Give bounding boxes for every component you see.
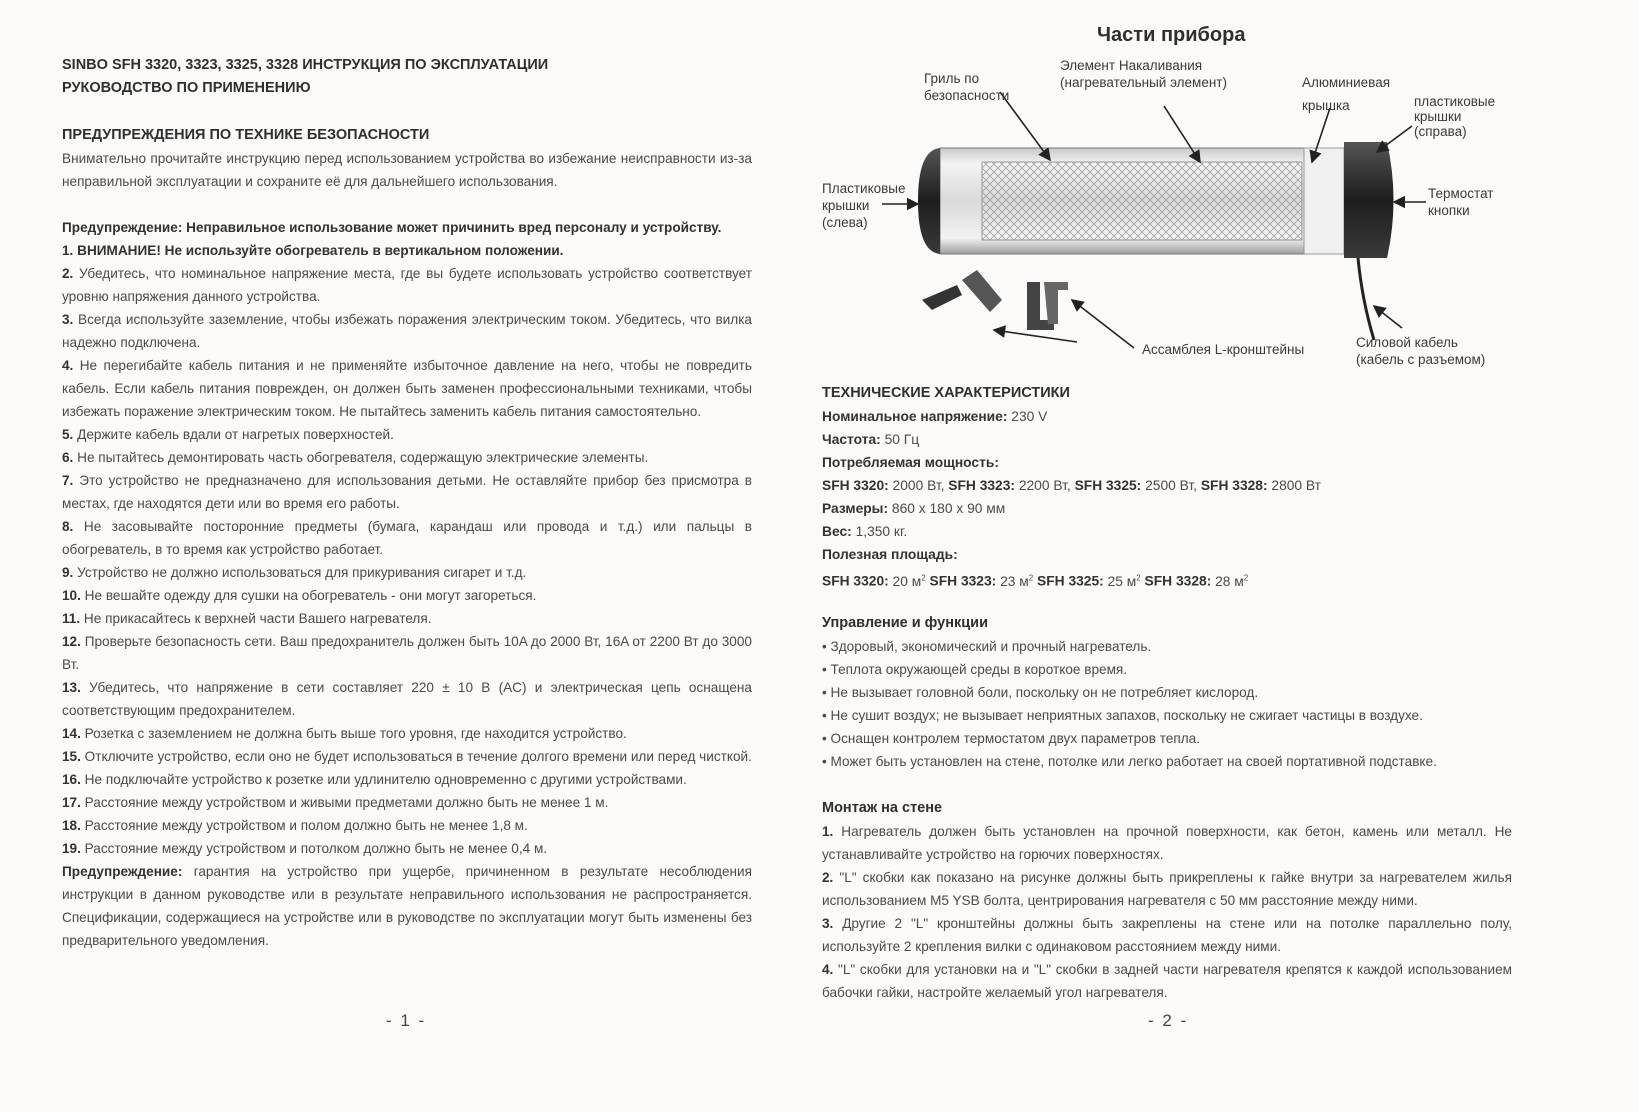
page-number-right: - 2 -: [1148, 1011, 1189, 1030]
safety-item: [62, 469, 752, 515]
mounting-item-number: 4.: [822, 962, 834, 977]
safety-item-number: 8.: [62, 519, 74, 534]
mounting-item-text: "L" скобки как показано на рисунке должны быть прикреплены к гайке внутри за нагревателем жилья использованием M5 YSB болта, центрирования нагревателя с 50 мм расстояние между ними.: [822, 870, 1512, 908]
safety-item: [62, 768, 752, 791]
safety-item-number: 18.: [62, 818, 81, 833]
safety-item-number: 12.: [62, 634, 81, 649]
area-model: SFH 3323:: [929, 573, 997, 589]
spec-power: [822, 451, 1522, 474]
safety-item: [62, 676, 752, 722]
warning-line: Предупреждение: Неправильное использование может причинить вред персоналу и устройству.: [62, 220, 722, 235]
label-aluminium-cover: Алюминиевая крышка: [1302, 75, 1391, 113]
power-value: 2000 Вт,: [888, 478, 949, 493]
mounting-heading: Монтаж на стене: [822, 800, 943, 816]
safety-item-text: Расстояние между устройством и живыми предметами должно быть не менее 1 м.: [80, 795, 609, 810]
safety-item-text: Держите кабель вдали от нагретых поверхностей.: [73, 427, 394, 442]
area-unit-sup: 2: [921, 573, 926, 582]
left-page: [62, 0, 752, 1068]
label-power-cable: Силовой кабель (кабель с разъемом): [1356, 335, 1486, 367]
safety-item-number: 7.: [62, 473, 74, 488]
safety-item-number: 4.: [62, 358, 74, 373]
area-label: Полезная площадь:: [822, 547, 958, 562]
safety-item-text: Это устройство не предназначено для использования детьми. Не оставляйте прибор без присмотра в местах, где находятся дети или во время его работы.: [62, 473, 752, 511]
frequency-value: 50 Гц: [884, 432, 920, 447]
mounting-list: [822, 820, 1512, 1004]
safety-item: [62, 745, 752, 768]
power-model: SFH 3323:: [948, 478, 1015, 493]
spec-frequency: [822, 428, 1522, 451]
label-l-brackets: Ассамблея L-кронштейны: [1142, 342, 1305, 357]
spec-voltage: [822, 405, 1522, 428]
area-value: 25 $м^2$: [1103, 573, 1141, 589]
bracket-1: [922, 285, 962, 310]
right-page: [822, 0, 1522, 1068]
spec-weight: [822, 520, 1522, 543]
safety-item: [62, 630, 752, 676]
area-model: SFH 3320:: [822, 573, 889, 589]
feature-bullet: • Здоровый, экономический и прочный нагреватель.: [822, 639, 1152, 654]
document-title: SINBO SFH 3320, 3323, 3325, 3328 ИНСТРУКЦИЯ ПО ЭКСПЛУАТАЦИИ: [62, 57, 549, 73]
label-heating-element: Элемент Накаливания (нагревательный элемент): [1060, 58, 1227, 90]
area-unit-sup: 2: [1028, 573, 1034, 582]
safety-item: [62, 262, 752, 308]
final-warning-text: гарантия на устройство при ущербе, причиненном в результате несоблюдения инструкции в данном руководстве или в результате неправильного использования не распространяется. Спецификации, содержащиеся на устройстве или в руководстве по эксплуатации могут быть изменены без предварительного уведомления.: [62, 864, 752, 948]
mounting-item: [822, 958, 1512, 1004]
mounting-item-number: 3.: [822, 916, 834, 931]
safety-item-number: 19.: [62, 841, 81, 856]
safety-item-text: Не перегибайте кабель питания и не применяйте избыточное давление на него, чтобы не повредить кабель. Если кабель питания поврежден, он должен быть заменен профессиональными техниками, чтобы избежать поражение электрическим током. Не пытайтесь заменить кабель питания самостоятельно.: [62, 358, 752, 419]
power-label: Потребляемая мощность:: [822, 455, 999, 470]
safety-item: [62, 584, 752, 607]
mounting-item-number: 2.: [822, 870, 834, 885]
safety-item: [62, 722, 752, 745]
safety-item-text: Устройство не должно использоваться для прикуривания сигарет и т.д.: [73, 565, 527, 580]
safety-item-text: Убедитесь, что номинальное напряжение места, где вы будете использовать устройство соответствует уровню напряжения данного устройства.: [62, 266, 752, 304]
safety-item-text: Не прикасайтесь к верхней части Вашего нагревателя.: [80, 611, 432, 626]
area-value: 20 $м^2$: [888, 573, 926, 589]
page-number-left: - 1 -: [386, 1011, 427, 1030]
safety-item-number: 15.: [62, 749, 81, 764]
size-label: Размеры:: [822, 501, 889, 516]
right-cap: [1344, 142, 1394, 258]
area-model: SFH 3328:: [1144, 573, 1212, 589]
spec-area: [822, 543, 1522, 566]
safety-item-number: 10.: [62, 588, 81, 603]
safety-grill: [982, 162, 1302, 240]
safety-item: [62, 239, 752, 262]
intro-paragraph: Внимательно прочитайте инструкцию перед использованием устройства во избежание неисправности из-за неправильной эксплуатации и сохраните её для дальнейшего использования.: [62, 151, 752, 189]
specs-heading: ТЕХНИЧЕСКИЕ ХАРАКТЕРИСТИКИ: [822, 385, 1070, 401]
area-model: SFH 3325:: [1037, 573, 1104, 589]
specs-section: [822, 382, 1522, 593]
weight-label: Вес:: [822, 524, 852, 539]
safety-item-text: ВНИМАНИЕ! Не используйте обогреватель в вертикальном положении.: [73, 243, 564, 258]
safety-item: [62, 607, 752, 630]
power-value: 2200 Вт,: [1015, 478, 1075, 493]
area-unit-sup: 2: [1136, 573, 1141, 582]
feature-bullet: • Не сушит воздух; не вызывает неприятных запахов, поскольку не сжигает частицы в воздухе.: [822, 708, 1423, 723]
safety-item-text: Убедитесь, что напряжение в сети составляет 220 ± 10 В (AC) и электрическая цепь оснащена соответствующим предохранителем.: [62, 680, 752, 718]
power-model: SFH 3325:: [1074, 478, 1142, 493]
area-value: 23 $м^2$: [996, 573, 1034, 589]
area-value: 28 $м^2$: [1211, 573, 1249, 589]
power-value: 2800 Вт: [1267, 478, 1321, 493]
feature-bullet: • Может быть установлен на стене, потолке или легко работает на своей портативной подставке.: [822, 754, 1437, 769]
mounting-item: [822, 912, 1512, 958]
safety-item-text: Не пытайтесь демонтировать часть обогревателя, содержащую электрические элементы.: [73, 450, 649, 465]
safety-item: [62, 814, 752, 837]
power-value: 2500 Вт,: [1141, 478, 1201, 493]
safety-section: [62, 124, 752, 193]
safety-item: [62, 515, 752, 561]
label-plastic-caps-left: Пластиковые крышки (слева): [822, 181, 906, 230]
safety-heading: ПРЕДУПРЕЖДЕНИЯ ПО ТЕХНИКЕ БЕЗОПАСНОСТИ: [62, 127, 430, 143]
safety-item-text: Розетка с заземлением не должна быть выше того уровня, где находится устройство.: [80, 726, 627, 741]
feature-bullet: • Теплота окружающей среды в короткое время.: [822, 662, 1128, 677]
safety-item-number: 13.: [62, 680, 81, 695]
weight-value: 1,350 кг.: [855, 524, 908, 539]
left-cap: [918, 148, 940, 254]
parts-title: Части прибора: [1097, 24, 1246, 46]
power-model: SFH 3320:: [822, 478, 889, 493]
area-unit-sup: 2: [1243, 573, 1249, 582]
power-model: SFH 3328:: [1200, 478, 1268, 493]
safety-item-number: 14.: [62, 726, 81, 741]
safety-item: [62, 446, 752, 469]
safety-item-text: Не засовывайте посторонние предметы (бумага, карандаш или провода и т.д.) или пальцы в обогреватель, в то время как устройство работает.: [62, 519, 752, 557]
safety-item-number: 9.: [62, 565, 74, 580]
safety-item-text: Отключите устройство, если оно не будет использоваться в течение долгого времени или перед чисткой.: [80, 749, 752, 764]
safety-item-number: 5.: [62, 427, 74, 442]
safety-item-number: 17.: [62, 795, 81, 810]
feature-bullet: • Оснащен контролем термостатом двух параметров тепла.: [822, 731, 1200, 746]
safety-item-number: 1.: [62, 243, 74, 258]
area-models: [822, 566, 1522, 593]
mounting-item: [822, 866, 1512, 912]
warnings-list: [62, 216, 752, 952]
mounting-item-text: "L" скобки для установки на и "L" скобки в задней части нагревателя крепятся к каждой использованием бабочки гайки, настройте желаемый угол нагревателя.: [822, 962, 1512, 1000]
mounting-item: [822, 820, 1512, 866]
feature-bullet: • Не вызывает головной боли, поскольку он не потребляет кислород.: [822, 685, 1259, 700]
spec-size: [822, 497, 1522, 520]
safety-item-number: 11.: [62, 611, 81, 626]
safety-item: [62, 354, 752, 423]
voltage-value: 230 V: [1011, 409, 1048, 424]
safety-item: [62, 837, 752, 860]
safety-item: [62, 423, 752, 446]
size-value: 860 x 180 x 90 мм: [891, 501, 1006, 516]
safety-item-text: Не вешайте одежду для сушки на обогреватель - они могут загореться.: [80, 588, 537, 603]
frequency-label: Частота:: [822, 432, 881, 447]
safety-item-number: 16.: [62, 772, 81, 787]
controls-section: [822, 612, 1522, 773]
controls-list: [822, 635, 1522, 773]
safety-item-text: Расстояние между устройством и полом должно быть не менее 1,8 м.: [80, 818, 528, 833]
document-subtitle: РУКОВОДСТВО ПО ПРИМЕНЕНИЮ: [62, 80, 311, 96]
voltage-label: Номинальное напряжение:: [822, 409, 1008, 424]
safety-item: [62, 561, 752, 584]
final-warning: [62, 860, 752, 952]
final-warning-label: Предупреждение:: [62, 864, 183, 879]
safety-item-text: Не подключайте устройство к розетке или удлинителю одновременно с другими устройствами.: [80, 772, 687, 787]
label-thermostat-buttons: Термостат кнопки: [1428, 186, 1494, 218]
mounting-item-number: 1.: [822, 824, 834, 839]
power-cable-line: [1358, 258, 1374, 340]
controls-heading: Управление и функции: [822, 615, 988, 631]
safety-items: [62, 239, 752, 860]
aluminium-cover: [1304, 148, 1344, 254]
label-safety-grill: Гриль по безопасности: [924, 71, 1010, 103]
mounting-section: [822, 797, 1512, 1004]
safety-item-text: Всегда используйте заземление, чтобы избежать поражения электрическим током. Убедитесь, что вилка надежно подключена.: [62, 312, 752, 350]
safety-item-text: Проверьте безопасность сети. Ваш предохранитель должен быть 10A до 2000 Вт, 16A от 2200 Вт до 3000 Вт.: [62, 634, 752, 672]
power-models: [822, 474, 1522, 497]
safety-item: [62, 308, 752, 354]
safety-item-text: Расстояние между устройством и потолком должно быть не менее 0,4 м.: [80, 841, 548, 856]
safety-item-number: 2.: [62, 266, 74, 281]
safety-item: [62, 791, 752, 814]
safety-item-number: 6.: [62, 450, 74, 465]
mounting-item-text: Нагреватель должен быть установлен на прочной поверхности, как бетон, камень или металл. Не устанавливайте устройство на горючих поверхностях.: [822, 824, 1512, 862]
safety-item-number: 3.: [62, 312, 74, 327]
mounting-item-text: Другие 2 "L" кронштейны должны быть закреплены на стене или на потолке параллельно полу, используйте 2 крепления вилки с одинаковом расстоянием между ними.: [822, 916, 1512, 954]
label-plastic-caps-right: пластиковые крышки (справа): [1414, 94, 1496, 139]
